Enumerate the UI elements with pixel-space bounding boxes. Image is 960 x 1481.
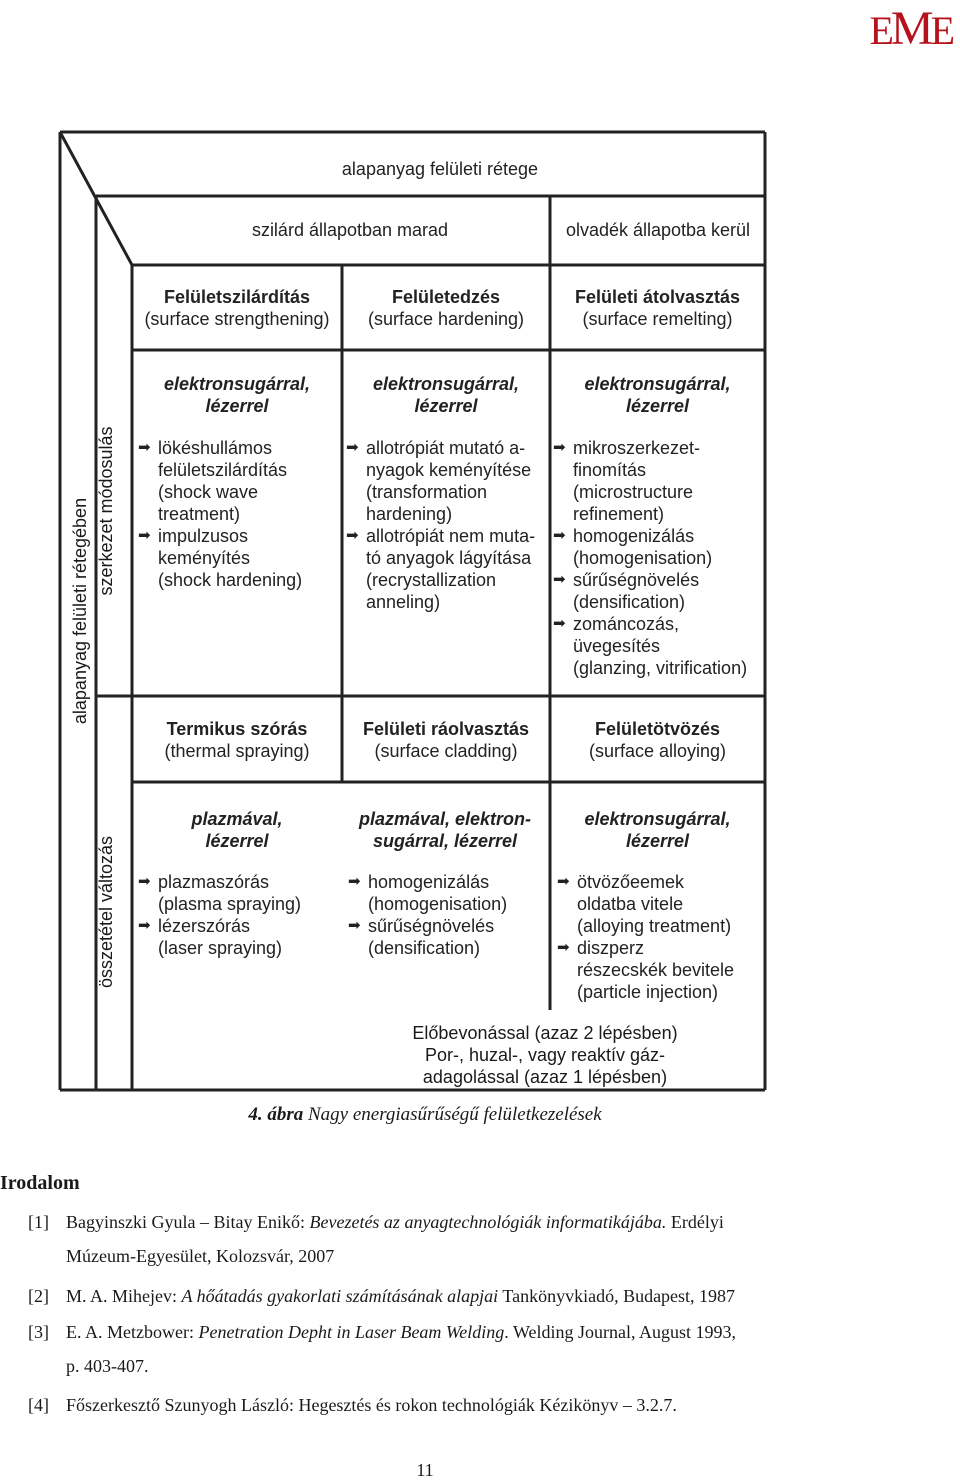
process-list-cladding xyxy=(348,871,507,959)
side-label-outer: alapanyag felületi rétegében xyxy=(70,497,90,725)
bullet-arrow-icon: ➡ xyxy=(553,439,566,456)
category-surface-hardening xyxy=(344,286,548,330)
method-label xyxy=(134,373,340,417)
category-title: Felületedzés xyxy=(391,287,501,307)
process-list-text: keményítés xyxy=(158,548,251,568)
reference-continuation: Múzeum-Egyesület, Kolozsvár, 2007 xyxy=(66,1246,335,1266)
side-label-composition: összetétel változás xyxy=(96,835,116,989)
method-line: lézerrel xyxy=(414,396,478,416)
bullet-arrow-icon: ➡ xyxy=(553,527,566,544)
bullet-arrow-icon: ➡ xyxy=(346,439,359,456)
process-list-line xyxy=(553,547,747,569)
process-list-strengthening xyxy=(138,437,302,591)
reference-publisher: Tankönyvkiadó, Budapest, 1987 xyxy=(498,1286,736,1306)
logo-letter-e: E xyxy=(869,8,891,53)
process-list-line xyxy=(553,503,747,525)
reference-title: Penetration Depht in Laser Beam Welding xyxy=(198,1322,505,1342)
process-list-text: részecskék bevitele xyxy=(577,960,735,980)
caption-label: 4. ábra xyxy=(248,1104,304,1125)
process-list-text: ötvözőeemek xyxy=(577,872,685,892)
process-list-line xyxy=(138,459,302,481)
process-list-text: felületszilárdítás xyxy=(158,460,288,480)
reference-number: [4] xyxy=(28,1395,49,1415)
process-list-line xyxy=(553,657,747,679)
process-list-remelting xyxy=(553,437,747,679)
process-list-line xyxy=(138,569,302,591)
process-list-line xyxy=(138,871,301,893)
process-list-line xyxy=(557,915,734,937)
process-list-line xyxy=(553,437,747,459)
process-list-text: (shock wave xyxy=(158,482,259,502)
logo-letter-m: M xyxy=(890,2,931,55)
category-subtitle: (surface strengthening) xyxy=(144,309,330,329)
process-list-text: tó anyagok lágyítása xyxy=(366,548,532,568)
reference-number: [2] xyxy=(28,1286,49,1306)
process-list-line xyxy=(553,635,747,657)
diagram-footer-note xyxy=(350,1022,740,1088)
process-list-line xyxy=(138,915,301,937)
reference-authors: M. A. Mihejev: xyxy=(66,1286,182,1306)
bullet-arrow-icon: ➡ xyxy=(557,939,570,956)
method-label xyxy=(552,373,763,417)
process-list-line xyxy=(138,547,302,569)
method-line: elektronsugárral, xyxy=(163,374,311,394)
process-list-text: zománcozás, xyxy=(573,614,680,634)
method-line: lézerrel xyxy=(205,831,269,851)
category-surface-cladding xyxy=(344,718,548,762)
process-list-hardening xyxy=(346,437,535,613)
footer-line: adagolással (azaz 1 lépésben) xyxy=(422,1067,668,1087)
bullet-arrow-icon: ➡ xyxy=(348,917,361,934)
reference-number: [3] xyxy=(28,1322,49,1342)
reference-item xyxy=(28,1205,928,1273)
process-list-line xyxy=(557,893,734,915)
process-list-text: sűrűségnövelés xyxy=(368,916,495,936)
process-list-line xyxy=(553,569,747,591)
process-list-text: homogenizálás xyxy=(573,526,695,546)
process-list-thermal-spraying xyxy=(138,871,301,959)
process-list-text: allotrópiát nem muta- xyxy=(366,526,536,546)
process-list-line xyxy=(553,591,747,613)
category-subtitle: (surface cladding) xyxy=(374,741,518,761)
process-list-text: (transformation xyxy=(366,482,488,502)
reference-authors: E. A. Metzbower: xyxy=(66,1322,199,1342)
process-list-line xyxy=(553,525,747,547)
logo-letter-e: E xyxy=(930,8,952,53)
reference-authors: Főszerkesztő Szunyogh László: Hegesztés és rokon technológiák Kézikönyv – 3.2.7. xyxy=(66,1395,677,1415)
process-list-text: oldatba vitele xyxy=(577,894,684,914)
process-list-text: (alloying treatment) xyxy=(577,916,732,936)
bullet-arrow-icon: ➡ xyxy=(553,571,566,588)
bullet-arrow-icon: ➡ xyxy=(138,439,151,456)
process-list-line xyxy=(557,871,734,893)
reference-item xyxy=(28,1279,928,1313)
process-list-line xyxy=(346,525,535,547)
method-label xyxy=(552,808,763,852)
process-list-line xyxy=(553,481,747,503)
footer-line: Por-, huzal-, vagy reaktív gáz- xyxy=(424,1045,666,1065)
method-line: sugárral, lézerrel xyxy=(372,831,518,851)
side-label-structure: szerkezet módosulás xyxy=(96,426,116,596)
reference-title: A hőátadás gyakorlati számításának alapjai xyxy=(181,1286,499,1306)
method-label xyxy=(344,373,548,417)
figure-caption xyxy=(0,1104,850,1126)
process-list-text: (plasma spraying) xyxy=(158,894,302,914)
process-list-text: (homogenisation) xyxy=(573,548,713,568)
process-list-text: hardening) xyxy=(366,504,453,524)
category-subtitle: (surface alloying) xyxy=(588,741,727,761)
process-list-line xyxy=(138,525,302,547)
process-list-line xyxy=(557,937,734,959)
method-line: lézerrel xyxy=(625,831,690,851)
reference-item xyxy=(28,1315,928,1383)
process-list-line xyxy=(348,937,507,959)
process-list-line xyxy=(138,503,302,525)
method-line: lézerrel xyxy=(625,396,690,416)
bullet-arrow-icon: ➡ xyxy=(138,873,151,890)
process-list-text: sűrűségnövelés xyxy=(573,570,700,590)
method-line: lézerrel xyxy=(205,396,269,416)
process-list-text: (microstructure xyxy=(573,482,694,502)
category-surface-alloying xyxy=(552,718,763,762)
process-list-text: diszperz xyxy=(577,938,645,958)
process-list-line xyxy=(346,437,535,459)
category-surface-strengthening xyxy=(134,286,340,330)
reference-item xyxy=(28,1388,928,1422)
process-list-line xyxy=(138,893,301,915)
solid-state-label: szilárd állapotban marad xyxy=(251,220,449,240)
footer-line: Előbevonással (azaz 2 lépésben) xyxy=(412,1023,678,1043)
process-list-line xyxy=(346,481,535,503)
process-list-text: (recrystallization xyxy=(366,570,497,590)
process-list-line xyxy=(557,981,734,1003)
process-list-line xyxy=(346,591,535,613)
category-thermal-spraying xyxy=(134,718,340,762)
caption-text: Nagy energiasűrűségű felületkezelések xyxy=(303,1104,602,1125)
category-title: Felületszilárdítás xyxy=(163,287,311,307)
process-list-alloying xyxy=(557,871,734,1003)
process-list-line xyxy=(346,503,535,525)
process-list-text: lézerszórás xyxy=(158,916,251,936)
method-line: elektronsugárral, xyxy=(372,374,520,394)
process-list-text: homogenizálás xyxy=(368,872,490,892)
process-list-text: impulzusos xyxy=(158,526,249,546)
bullet-arrow-icon: ➡ xyxy=(138,917,151,934)
process-list-text: (laser spraying) xyxy=(158,938,283,958)
reference-continuation: p. 403-407. xyxy=(66,1356,149,1376)
process-list-line xyxy=(138,481,302,503)
process-list-text: allotrópiát mutató a- xyxy=(366,438,526,458)
method-line: elektronsugárral, xyxy=(584,374,731,394)
process-list-text: (homogenisation) xyxy=(368,894,508,914)
category-surface-remelting xyxy=(552,286,763,330)
process-list-text: refinement) xyxy=(573,504,665,524)
process-list-text: mikroszerkezet- xyxy=(573,438,701,458)
process-list-text: (particle injection) xyxy=(577,982,719,1002)
method-line: plazmával, xyxy=(191,809,283,829)
method-line: plazmával, elektron- xyxy=(358,809,532,829)
process-list-text: (densification) xyxy=(573,592,686,612)
category-subtitle: (thermal spraying) xyxy=(164,741,310,761)
bullet-arrow-icon: ➡ xyxy=(553,615,566,632)
process-list-text: (shock hardening) xyxy=(158,570,303,590)
category-subtitle: (surface remelting) xyxy=(582,309,733,329)
process-list-line xyxy=(138,937,301,959)
method-line: elektronsugárral, xyxy=(584,809,731,829)
category-subtitle: (surface hardening) xyxy=(367,309,525,329)
process-list-text: nyagok keményítése xyxy=(366,460,532,480)
process-list-text: plazmaszórás xyxy=(158,872,270,892)
process-list-text: (glanzing, vitrification) xyxy=(573,658,748,678)
bullet-arrow-icon: ➡ xyxy=(348,873,361,890)
process-list-text: lökéshullámos xyxy=(158,438,273,458)
process-list-line xyxy=(138,437,302,459)
method-label xyxy=(340,808,550,852)
process-list-text: treatment) xyxy=(158,504,241,524)
category-title: Felületötvözés xyxy=(594,719,721,739)
references-heading: Irodalom xyxy=(0,1172,80,1194)
reference-publisher: Erdélyi xyxy=(666,1212,724,1232)
process-list-line xyxy=(553,459,747,481)
process-list-text: üvegesítés xyxy=(573,636,661,656)
reference-authors: Bagyinszki Gyula – Bitay Enikő: xyxy=(66,1212,310,1232)
process-list-line xyxy=(348,915,507,937)
category-title: Felületi átolvasztás xyxy=(574,287,741,307)
method-label xyxy=(134,808,340,852)
bullet-arrow-icon: ➡ xyxy=(346,527,359,544)
process-list-line xyxy=(557,959,734,981)
page-number: 11 xyxy=(416,1460,434,1480)
category-title: Termikus szórás xyxy=(166,719,308,739)
process-list-line xyxy=(346,459,535,481)
bullet-arrow-icon: ➡ xyxy=(557,873,570,890)
process-list-line xyxy=(553,613,747,635)
process-list-line xyxy=(346,569,535,591)
process-list-line xyxy=(348,893,507,915)
reference-number: [1] xyxy=(28,1212,49,1232)
process-list-line xyxy=(346,547,535,569)
reference-publisher: . Welding Journal, August 1993, xyxy=(504,1322,736,1342)
liquid-state-label: olvadék állapotba kerül xyxy=(565,220,751,240)
process-list-text: finomítás xyxy=(573,460,647,480)
process-list-line xyxy=(348,871,507,893)
process-list-text: (densification) xyxy=(368,938,481,958)
bullet-arrow-icon: ➡ xyxy=(138,527,151,544)
category-title: Felületi ráolvasztás xyxy=(362,719,530,739)
process-list-text: anneling) xyxy=(366,592,441,612)
reference-title: Bevezetés az anyagtechnológiák informatikájába. xyxy=(309,1212,667,1232)
diagram-title: alapanyag felületi rétege xyxy=(341,159,539,179)
